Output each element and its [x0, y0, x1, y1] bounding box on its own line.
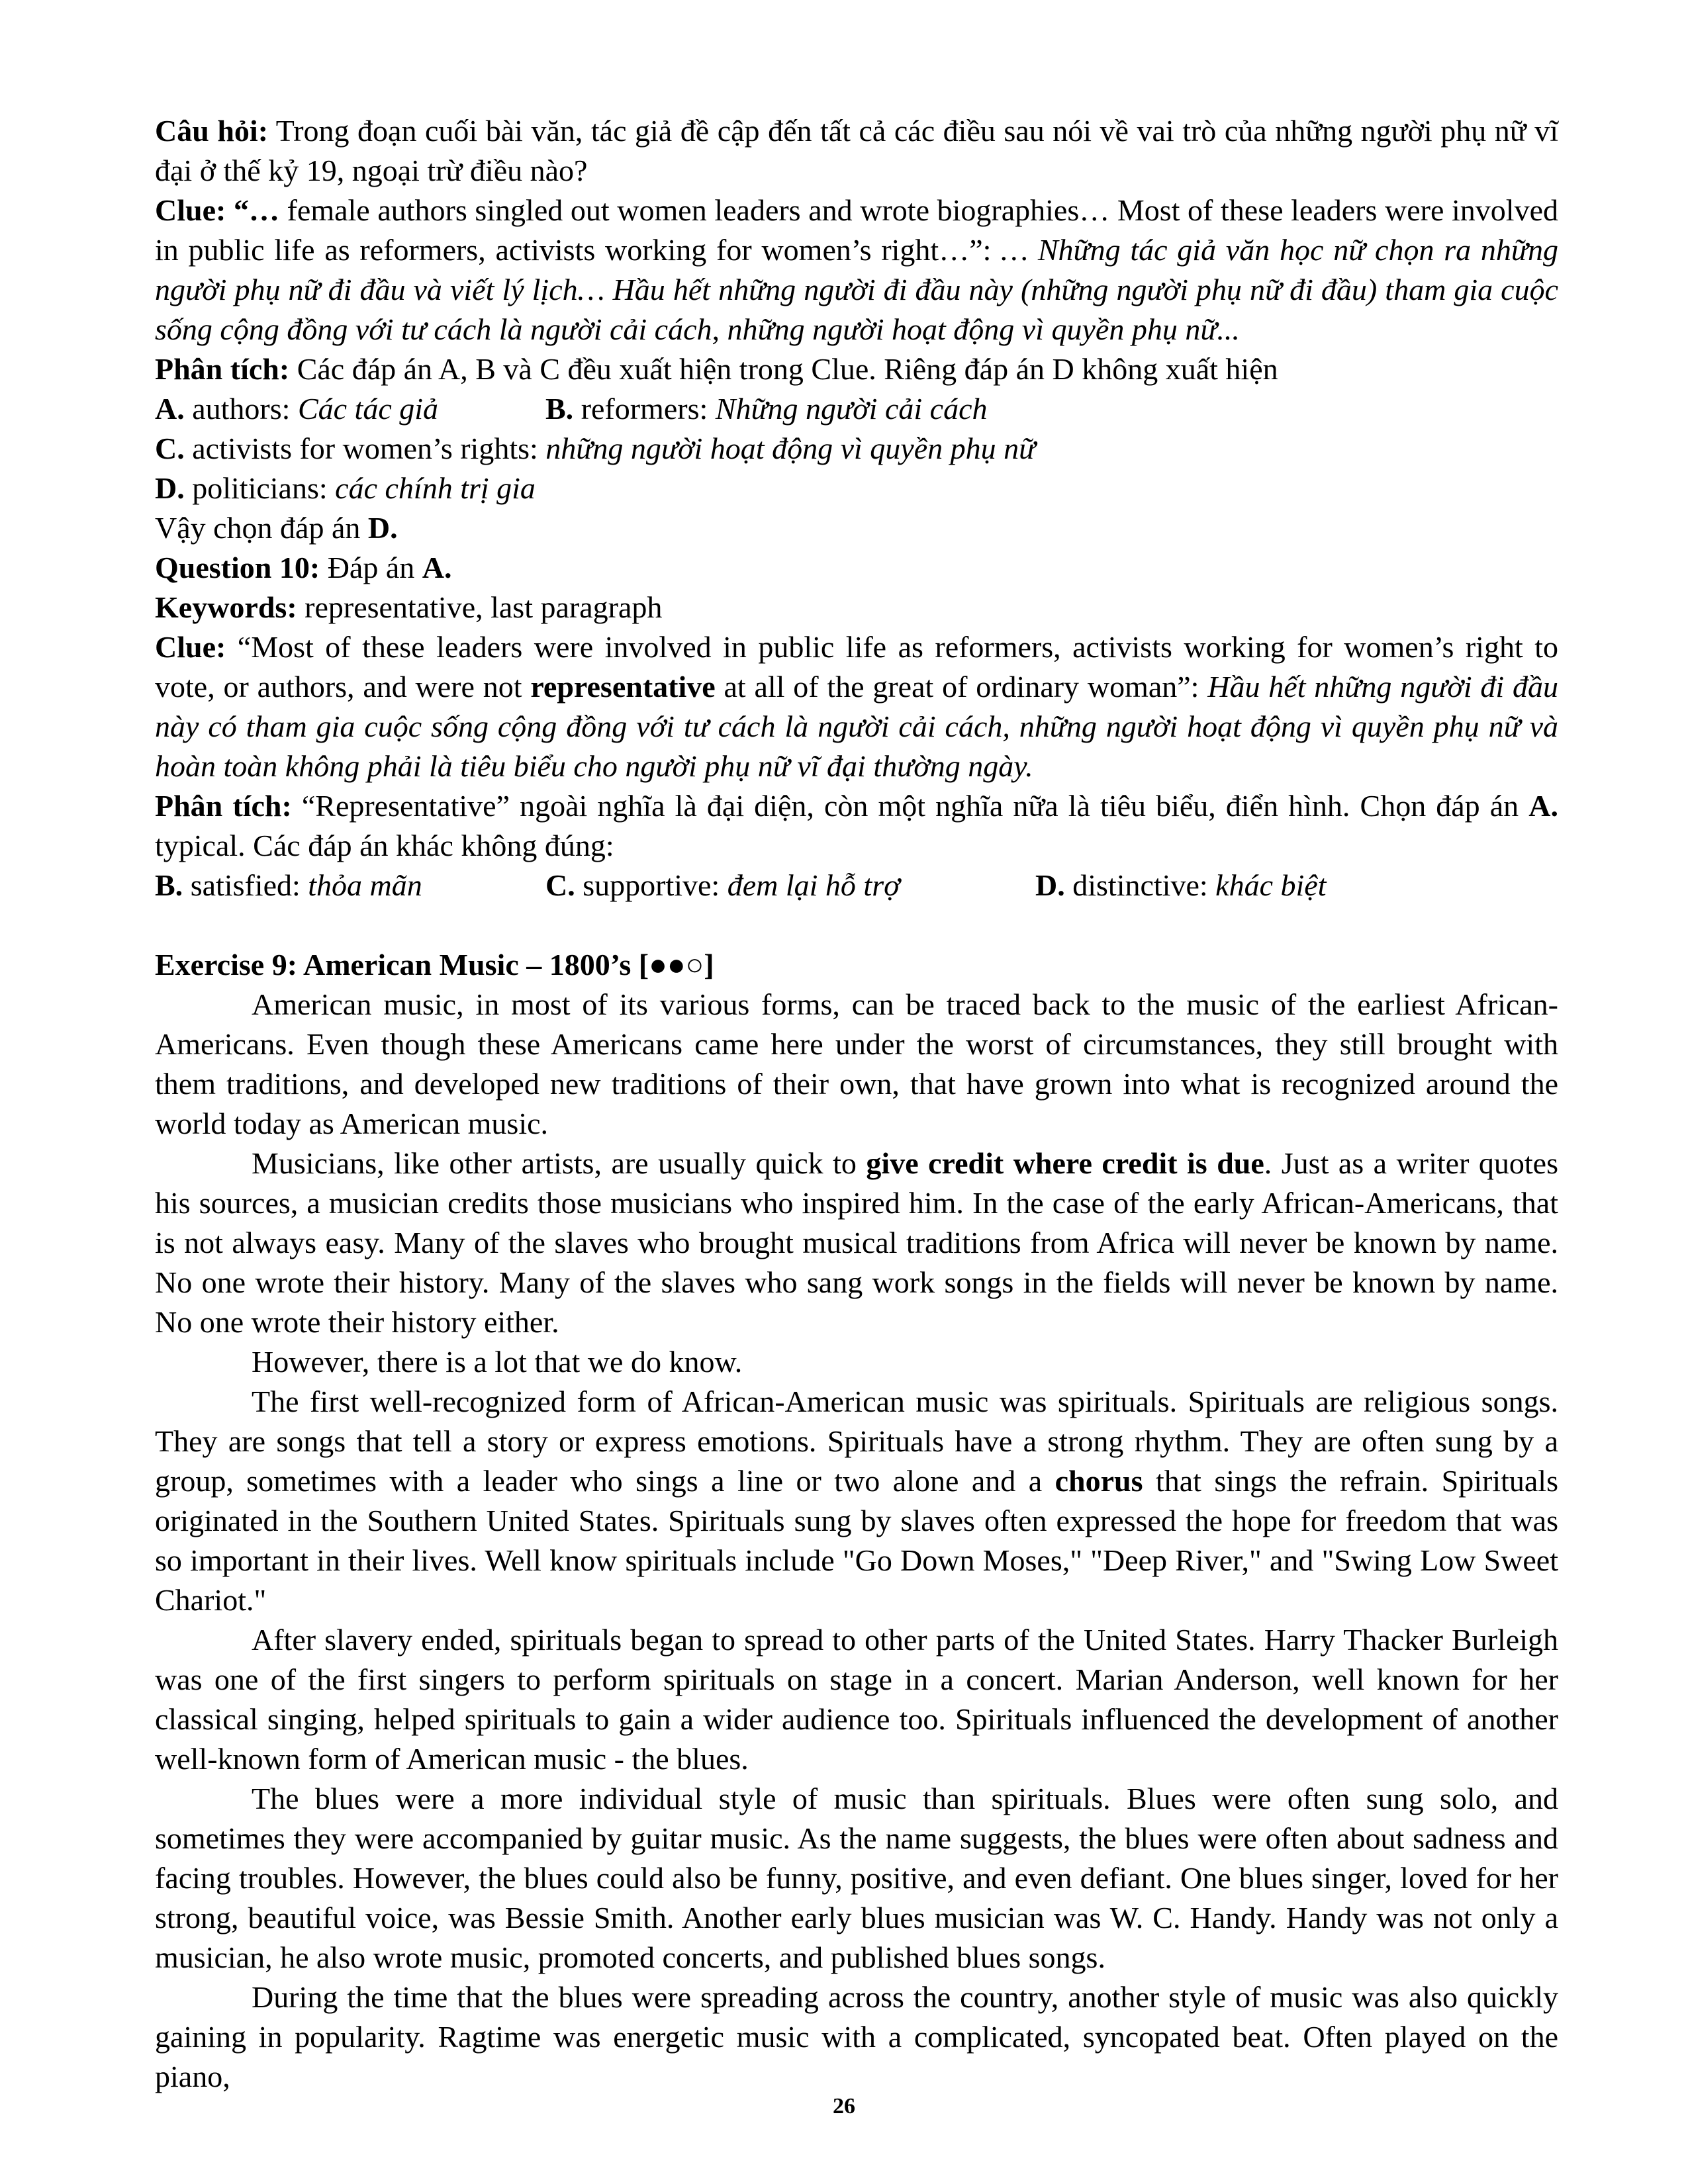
analysis-text: typical. Các đáp án khác không đúng:: [155, 829, 614, 862]
q9-question: [155, 111, 1558, 191]
passage-paragraph-4: [155, 1382, 1558, 1620]
analysis-text: “Representative” ngoài nghĩa là đại diện, còn một nghĩa nữa là tiêu biểu, điển hình. Chọn đáp án: [291, 789, 1529, 823]
clue-keyword: representative: [530, 670, 716, 704]
option-translation: các chính trị gia: [335, 471, 536, 505]
q10-heading: [155, 548, 1558, 588]
keywords-label: Keywords:: [155, 590, 297, 624]
q9-conclusion: [155, 508, 1558, 548]
conclusion-answer: D.: [367, 511, 398, 545]
option-letter: C.: [545, 868, 575, 902]
clue-translation: Hầu hết những người đi đầu này có tham gia cuộc sống cộng đồng với tư cách là người cải cách, những người hoạt động vì quyền phụ nữ và hoàn toàn không phải là tiêu biểu cho người phụ nữ vĩ đại thường ngày.: [155, 670, 1558, 783]
option-text: reformers:: [573, 392, 716, 426]
analysis-text: Các đáp án A, B và C đều xuất hiện trong Clue. Riêng đáp án D không xuất hiện: [289, 352, 1278, 386]
option-letter: D.: [155, 471, 185, 505]
option-translation: thỏa mãn: [308, 868, 422, 902]
option-translation: những người hoạt động vì quyền phụ nữ: [545, 432, 1036, 465]
option-letter: D.: [1035, 868, 1065, 902]
q9-option-a: [155, 389, 545, 429]
highlighted-phrase: give credit where credit is due: [866, 1146, 1264, 1180]
passage-paragraph-7: During the time that the blues were spreading across the country, another style of music was also quickly gaining in popularity. Ragtime was energetic music with a complicated, syncopated beat. Often played on the piano,: [155, 1980, 1558, 2093]
keywords-text: representative, last paragraph: [297, 590, 663, 624]
document-page: [155, 111, 1558, 2097]
passage-paragraph-6: The blues were a more individual style of music than spirituals. Blues were often sung solo, and sometimes they were accompanied by guitar music. As the name suggests, the blues were often about sadness and facing troubles. However, the blues could also be funny, positive, and even defiant. One blues singer, loved for her strong, beautiful voice, was Bessie Smith. Another early blues musician was W. C. Handy. Handy was not only a musician, he also wrote music, promoted concerts, and published blues songs.: [155, 1782, 1558, 1974]
q10-options: [155, 866, 1558, 905]
clue-translation: … Những tác giả văn học nữ chọn ra những người phụ nữ đi đầu và viết lý lịch… Hầu hết những người đi đầu này (những người phụ nữ đi đầu) tham gia cuộc sống cộng đồng với tư cách là người cải cách, những người hoạt động vì quyền phụ nữ...: [155, 233, 1558, 346]
option-text: distinctive:: [1064, 868, 1216, 902]
option-text: supportive:: [575, 868, 727, 902]
clue-text: at all of the great of ordinary woman”:: [715, 670, 1208, 704]
clue-label: Clue:: [155, 630, 226, 664]
question-label: Câu hỏi:: [155, 114, 269, 148]
question-heading-label: Question 10:: [155, 551, 320, 584]
option-text: authors:: [184, 392, 298, 426]
passage-paragraph-2: [155, 1144, 1558, 1342]
exercise-title-text: Exercise 9: American Music – 1800’s [●●○]: [155, 948, 714, 981]
option-letter: C.: [155, 432, 185, 465]
analysis-answer: A.: [1528, 789, 1558, 823]
option-letter: B.: [545, 392, 574, 426]
clue-label: Clue: “…: [155, 193, 279, 227]
question-heading-answer: A.: [422, 551, 452, 584]
paragraph-text: The first well-recognized form of African-American music was spirituals. Spirituals are religious songs. They are songs that tell a story or express emotions. Spirituals have a strong rhythm. They are often sung by a group, sometimes with a leader who sings a line or two alone and a: [155, 1385, 1558, 1498]
q9-option-c: [155, 429, 1558, 469]
q10-keywords: [155, 588, 1558, 627]
q10-analysis: [155, 786, 1558, 866]
passage-paragraph-3: However, there is a lot that we do know.: [252, 1345, 743, 1379]
paragraph-text: Musicians, like other artists, are usually quick to: [252, 1146, 867, 1180]
question-text: Trong đoạn cuối bài văn, tác giả đề cập đến tất cả các điều sau nói về vai trò của những người phụ nữ vĩ đại ở thế kỷ 19, ngoại trừ điều nào?: [155, 114, 1558, 187]
option-text: activists for women’s rights:: [184, 432, 546, 465]
page-number: 26: [833, 2094, 855, 2118]
option-translation: đem lại hỗ trợ: [727, 868, 900, 902]
question-heading-text: Đáp án: [320, 551, 422, 584]
q10-option-b: [155, 866, 545, 905]
option-translation: Những người cải cách: [715, 392, 988, 426]
paragraph-text: . Just as a writer quotes his sources, a musician credits those musicians who inspired him. In the case of the early African-Americans, that is not always easy. Many of the slaves who brought musical traditions from Africa will never be known by name. No one wrote their history. Many of the slaves who sang work songs in the fields will never be known by name. No one wrote their history either.: [155, 1146, 1558, 1339]
clue-text: “Most of these leaders were involved in public life as reformers, activists working for women’s right to vote, or authors, and were not: [155, 630, 1558, 704]
option-text: politicians:: [184, 471, 336, 505]
q10-option-d: [1035, 866, 1326, 905]
q9-option-d: [155, 469, 1558, 508]
q9-option-b: [545, 389, 988, 429]
paragraph-text: that sings the refrain. Spirituals originated in the Southern United States. Spirituals sung by slaves often expressed the hope for freedom that was so important in their lives. Well know spirituals include "Go Down Moses," "Deep River," and "Swing Low Sweet Chariot.": [155, 1464, 1558, 1617]
option-translation: Các tác giả: [297, 392, 439, 426]
highlighted-word: chorus: [1055, 1464, 1143, 1498]
q10-option-c: [545, 866, 1035, 905]
q10-clue: [155, 627, 1558, 786]
q9-options-ab: [155, 389, 1558, 429]
q9-clue: [155, 191, 1558, 349]
analysis-label: Phân tích:: [155, 352, 290, 386]
option-translation: khác biệt: [1215, 868, 1327, 902]
passage-paragraph-5: After slavery ended, spirituals began to spread to other parts of the United States. Harry Thacker Burleigh was one of the first singers to perform spirituals on stage in a concert. Marian Anderson, well known for her classical singing, helped spirituals to gain a wider audience too. Spirituals influenced the development of another well-known form of American music - the blues.: [155, 1623, 1558, 1776]
option-letter: A.: [155, 392, 185, 426]
analysis-label: Phân tích:: [155, 789, 292, 823]
option-letter: B.: [155, 868, 183, 902]
clue-text: female authors singled out women leaders and wrote biographies… Most of these leaders were involved in public life as reformers, activists working for women’s right…”:: [155, 193, 1558, 267]
conclusion-text: Vậy chọn đáp án: [155, 511, 368, 545]
passage-paragraph-1: American music, in most of its various forms, can be traced back to the music of the earliest African-Americans. Even though these Americans came here under the worst of circumstances, they still brought with them traditions, and developed new traditions of their own, that have grown into what is recognized around the world today as American music.: [155, 987, 1558, 1140]
q9-analysis: [155, 349, 1558, 389]
section-spacer: [155, 905, 1558, 945]
exercise-title: [155, 945, 1558, 985]
option-text: satisfied:: [183, 868, 308, 902]
